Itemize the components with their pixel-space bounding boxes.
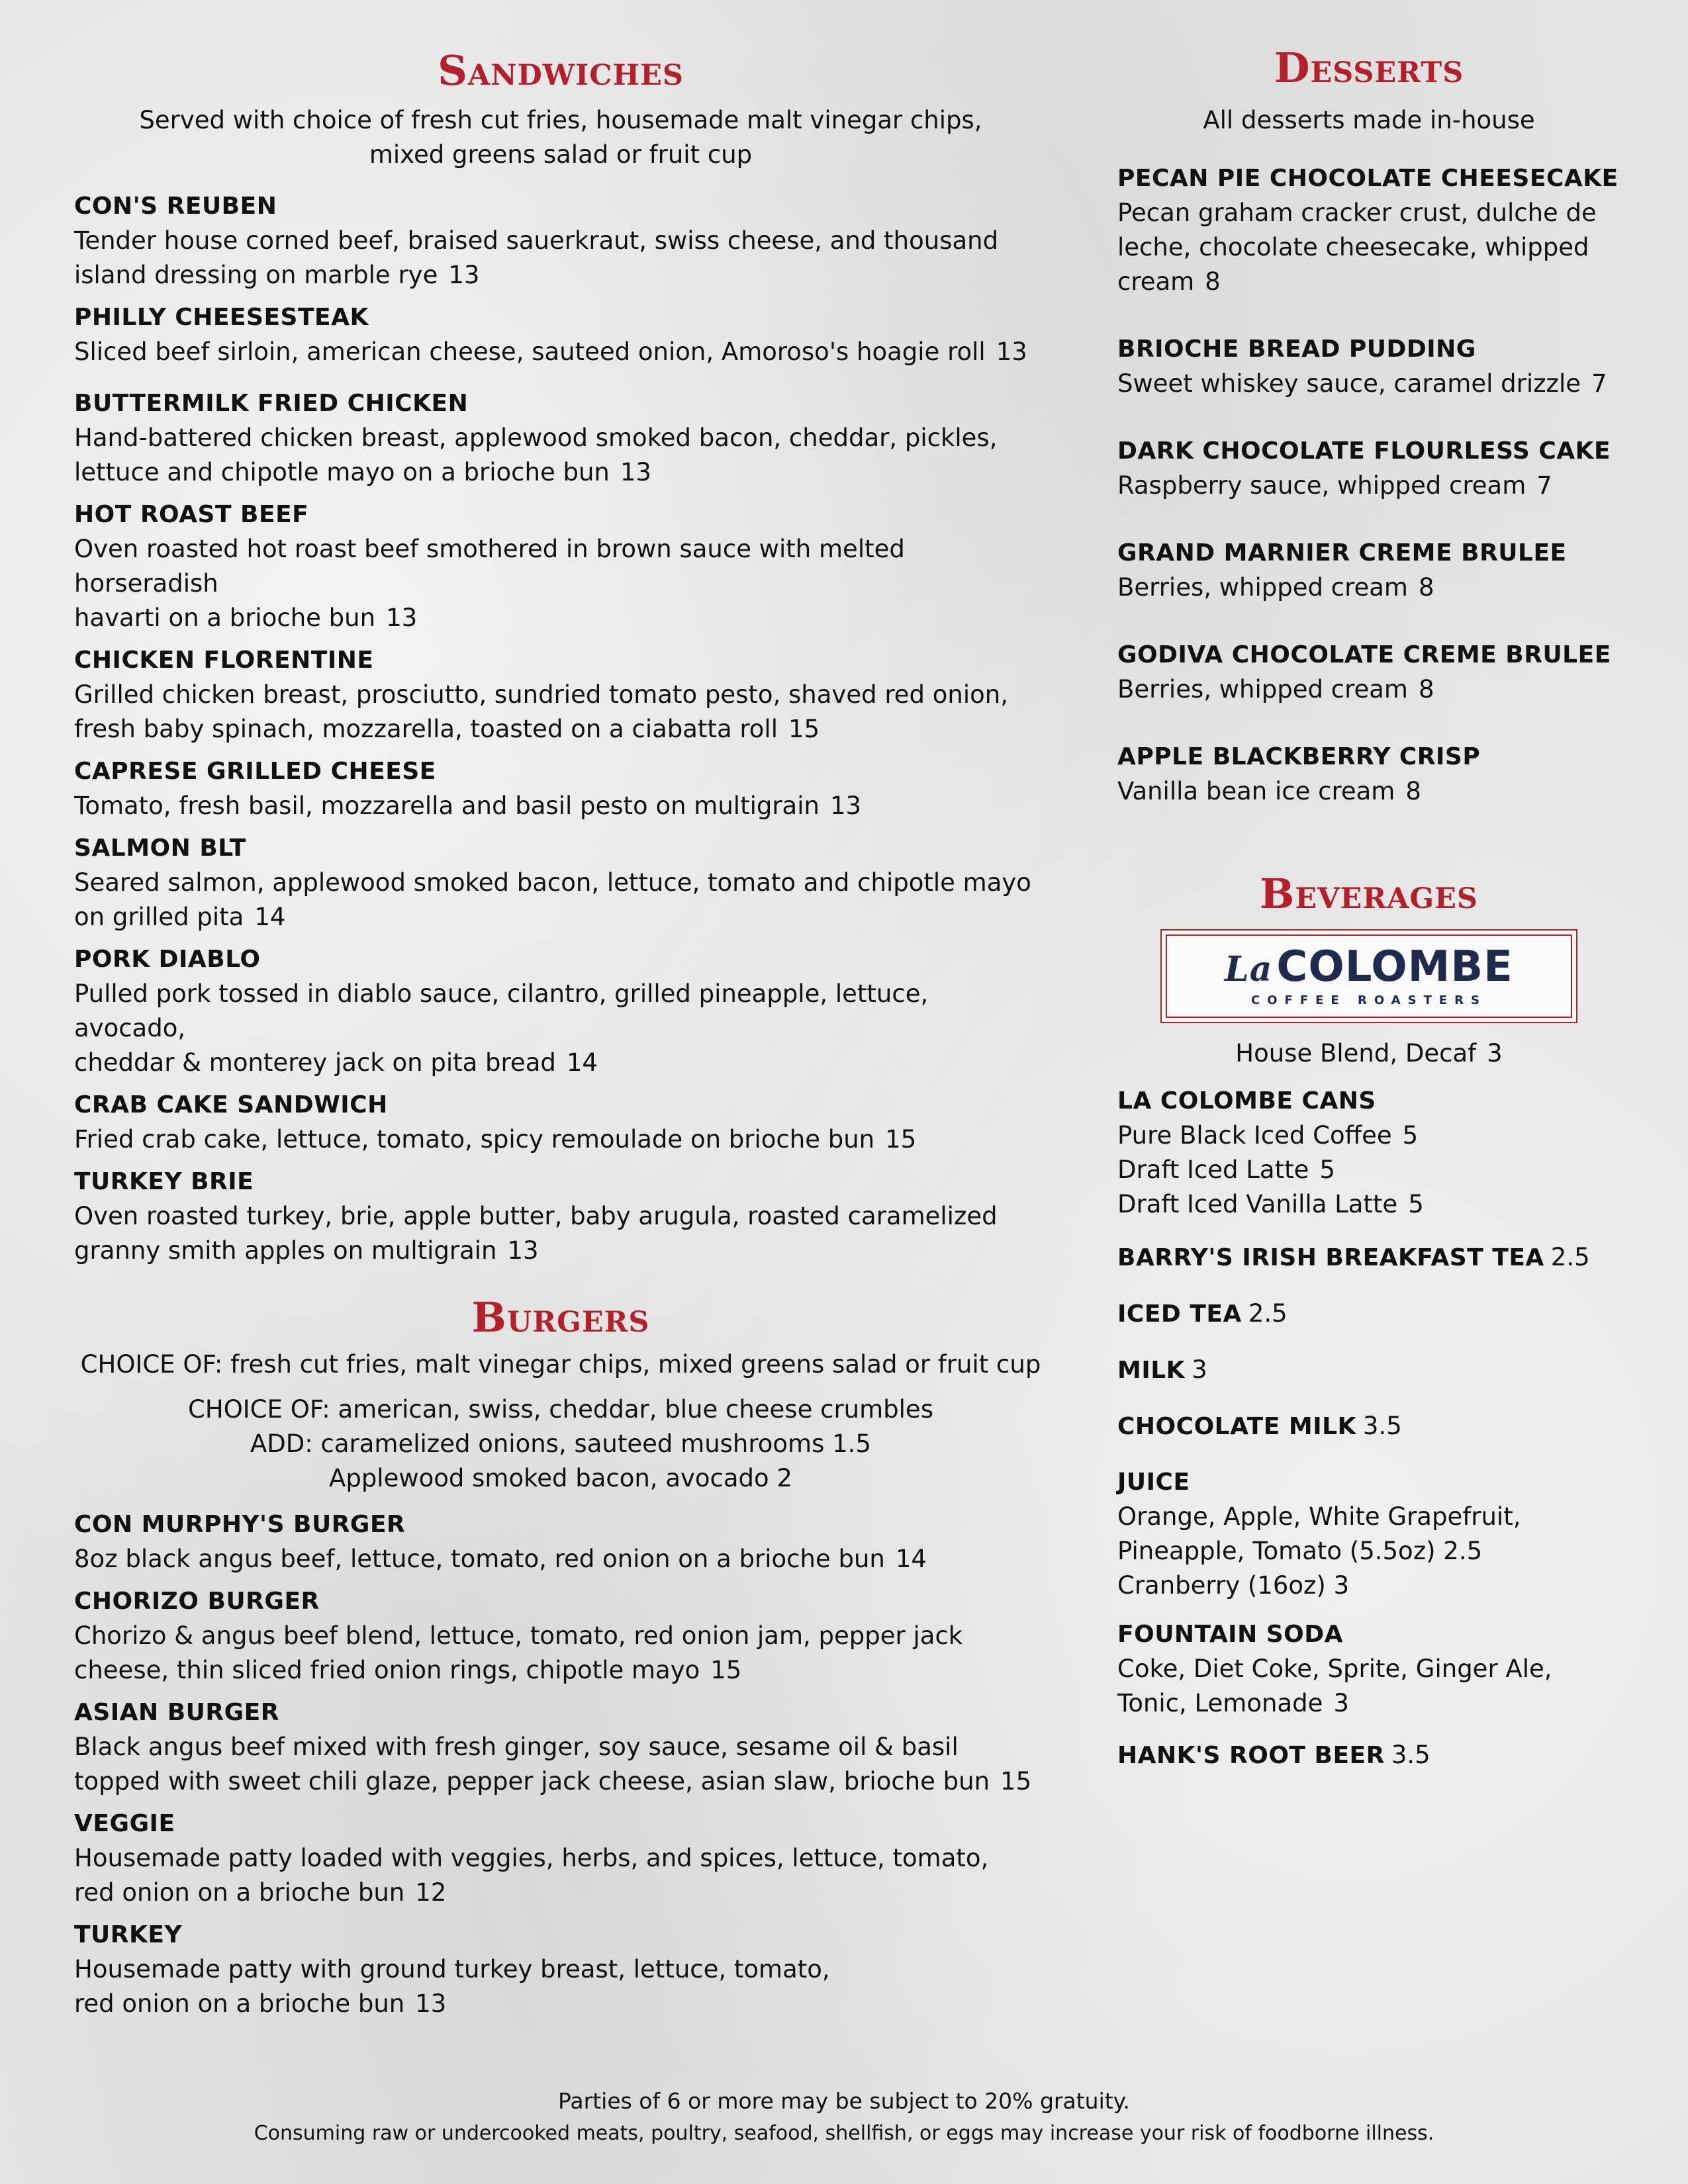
burgers-add-1: ADD: caramelized onions, sauteed mushrooms 1.5 bbox=[250, 1430, 871, 1458]
can-item: Pure Black Iced Coffee 5 bbox=[1117, 1121, 1419, 1150]
item-name: SALMON BLT bbox=[74, 835, 246, 862]
menu-item bbox=[74, 942, 1047, 1080]
item-price: 15 bbox=[788, 715, 820, 743]
item-desc-line1: Sliced beef sirloin, american cheese, sauteed onion, Amoroso's hoagie roll bbox=[74, 338, 986, 366]
item-desc-line2: island dressing on marble rye bbox=[74, 261, 438, 289]
item-name: BUTTERMILK FRIED CHICKEN bbox=[74, 390, 469, 417]
logo-sub: COFFEE ROASTERS bbox=[1251, 993, 1487, 1007]
footer bbox=[0, 2085, 1688, 2150]
soda-line1: Coke, Diet Coke, Sprite, Ginger Ale, bbox=[1117, 1655, 1552, 1683]
item-desc-line2: granny smith apples on multigrain bbox=[74, 1236, 497, 1265]
item-desc-line1: Berries, whipped cream bbox=[1117, 675, 1408, 704]
item-desc-line1: Housemade patty with ground turkey breast, lettuce, tomato, bbox=[74, 1955, 830, 1983]
item-desc-line1: Tomato, fresh basil, mozzarella and basil pesto on multigrain bbox=[74, 792, 820, 820]
item-desc-line1: Oven roasted hot roast beef smothered in brown sauce with melted horseradish bbox=[74, 535, 905, 598]
item-name: CHORIZO BURGER bbox=[74, 1588, 320, 1615]
menu-item bbox=[1117, 536, 1620, 605]
item-price: 13 bbox=[996, 338, 1027, 366]
item-name: LA COLOMBE CANS bbox=[1117, 1087, 1376, 1115]
item-desc-line1: Hand-battered chicken breast, applewood smoked bacon, cheddar, pickles, bbox=[74, 424, 998, 452]
item-desc-line1: Tender house corned beef, braised sauerkraut, swiss cheese, and thousand bbox=[74, 226, 999, 255]
item-desc-line2: leche, chocolate cheesecake, whipped bbox=[1117, 233, 1589, 261]
menu-item bbox=[1117, 638, 1620, 707]
juice-line3: Cranberry (16oz) 3 bbox=[1117, 1571, 1350, 1600]
burgers-choice-cheese: CHOICE OF: american, swiss, cheddar, blue cheese crumbles bbox=[188, 1395, 933, 1424]
item-desc-line2: fresh baby spinach, mozzarella, toasted on a ciabatta roll bbox=[74, 715, 778, 743]
logo-name: COLOMBE bbox=[1276, 942, 1513, 991]
menu-item bbox=[1117, 740, 1620, 809]
iced-tea-item: ICED TEA 2.5 bbox=[1117, 1299, 1288, 1328]
item-price: 13 bbox=[386, 604, 418, 632]
item-price: 14 bbox=[566, 1048, 598, 1077]
item-desc-line1: Vanilla bean ice cream bbox=[1117, 777, 1395, 805]
soda-line2: Tonic, Lemonade bbox=[1117, 1689, 1323, 1717]
item-desc-line2: red onion on a brioche bun bbox=[74, 1878, 405, 1907]
item-desc-line3: cream bbox=[1117, 267, 1195, 296]
burgers-title: Burgers bbox=[471, 1293, 650, 1342]
left-column bbox=[74, 0, 1047, 2021]
menu-item bbox=[74, 1918, 1047, 2021]
sandwich-list bbox=[74, 189, 1047, 1268]
soda-item bbox=[1117, 1617, 1620, 1721]
item-name: DARK CHOCOLATE FLOURLESS CAKE bbox=[1117, 437, 1611, 465]
burgers-choice-sides: CHOICE OF: fresh cut fries, malt vinegar chips, mixed greens salad or fruit cup bbox=[80, 1350, 1041, 1379]
la-colombe-cans bbox=[1117, 1084, 1620, 1222]
item-desc-line1: Seared salmon, applewood smoked bacon, lettuce, tomato and chipotle mayo bbox=[74, 868, 1031, 897]
item-name: JUICE bbox=[1117, 1469, 1190, 1496]
menu-item bbox=[74, 1584, 1047, 1688]
item-desc-line2: topped with sweet chili glaze, pepper jack cheese, asian slaw, brioche bun bbox=[74, 1767, 990, 1796]
item-price: 8 bbox=[1205, 267, 1221, 296]
item-name: CHICKEN FLORENTINE bbox=[74, 647, 374, 674]
item-desc-line1: Sweet whiskey sauce, caramel drizzle bbox=[1117, 369, 1581, 398]
item-name: VEGGIE bbox=[74, 1810, 175, 1837]
item-price: 14 bbox=[254, 903, 286, 931]
item-price: 13 bbox=[448, 261, 480, 289]
juice-line1: Orange, Apple, White Grapefruit, bbox=[1117, 1502, 1521, 1531]
item-price: 8 bbox=[1405, 777, 1421, 805]
menu-item bbox=[1117, 161, 1620, 299]
menu-item bbox=[74, 387, 1047, 490]
item-name: TURKEY BRIE bbox=[74, 1168, 254, 1195]
gratuity-note: Parties of 6 or more may be subject to 20% gratuity. bbox=[558, 2088, 1130, 2114]
item-name: BRIOCHE BREAD PUDDING bbox=[1117, 336, 1476, 363]
item-name: CON MURPHY'S BURGER bbox=[74, 1511, 406, 1538]
menu-item bbox=[74, 831, 1047, 934]
menu-item bbox=[1117, 332, 1620, 401]
sandwiches-title: Sandwiches bbox=[438, 46, 684, 95]
burger-list bbox=[74, 1508, 1047, 2021]
item-name: CAPRESE GRILLED CHEESE bbox=[74, 758, 436, 785]
item-name: ASIAN BURGER bbox=[74, 1699, 279, 1726]
desserts-title: Desserts bbox=[1274, 44, 1464, 92]
menu-item bbox=[74, 1088, 1047, 1157]
item-price: 7 bbox=[1591, 369, 1607, 398]
item-name: FOUNTAIN SODA bbox=[1117, 1621, 1344, 1648]
item-name: GRAND MARNIER CREME BRULEE bbox=[1117, 539, 1567, 567]
item-desc-line1: 8oz black angus beef, lettuce, tomato, red onion on a brioche bun bbox=[74, 1545, 885, 1573]
logo-la: La bbox=[1225, 948, 1273, 989]
item-price: 13 bbox=[620, 458, 651, 486]
can-item: Draft Iced Latte 5 bbox=[1117, 1156, 1335, 1184]
milk-item: MILK 3 bbox=[1117, 1355, 1207, 1384]
item-price: 15 bbox=[710, 1656, 742, 1684]
item-desc-line1: Black angus beef mixed with fresh ginger, soy sauce, sesame oil & basil bbox=[74, 1733, 959, 1761]
item-desc-line2: cheddar & monterey jack on pita bread bbox=[74, 1048, 556, 1077]
can-item: Draft Iced Vanilla Latte 5 bbox=[1117, 1190, 1424, 1218]
item-name: CRAB CAKE SANDWICH bbox=[74, 1091, 388, 1118]
juice-line2: Pineapple, Tomato (5.5oz) 2.5 bbox=[1117, 1537, 1483, 1565]
menu-item bbox=[74, 643, 1047, 747]
item-desc-line1: Housemade patty loaded with veggies, herbs, and spices, lettuce, tomato, bbox=[74, 1844, 989, 1872]
item-desc-line1: Grilled chicken breast, prosciutto, sundried tomato pesto, shaved red onion, bbox=[74, 680, 1008, 709]
item-name: PORK DIABLO bbox=[74, 946, 261, 973]
menu-item bbox=[74, 189, 1047, 293]
item-price: 15 bbox=[1000, 1767, 1032, 1796]
item-desc-line2: on grilled pita bbox=[74, 903, 244, 931]
menu-item bbox=[74, 1508, 1047, 1576]
menu-item bbox=[74, 1807, 1047, 1910]
item-desc-line1: Pulled pork tossed in diablo sauce, cilantro, grilled pineapple, lettuce, avocado, bbox=[74, 979, 929, 1042]
burgers-add-2: Applewood smoked bacon, avocado 2 bbox=[329, 1464, 792, 1492]
root-beer-item: HANK'S ROOT BEER 3.5 bbox=[1117, 1741, 1430, 1769]
item-name: PECAN PIE CHOCOLATE CHEESECAKE bbox=[1117, 165, 1618, 192]
item-desc-line1: Oven roasted turkey, brie, apple butter, baby arugula, roasted caramelized bbox=[74, 1202, 998, 1230]
item-price: 12 bbox=[415, 1878, 447, 1907]
item-price: 13 bbox=[829, 792, 862, 820]
desserts-subtitle: All desserts made in-house bbox=[1203, 106, 1535, 134]
item-price: 8 bbox=[1418, 675, 1434, 704]
item-name: APPLE BLACKBERRY CRISP bbox=[1117, 743, 1481, 770]
item-desc-line1: Fried crab cake, lettuce, tomato, spicy remoulade on brioche bun bbox=[74, 1125, 875, 1154]
item-desc-line2: havarti on a brioche bun bbox=[74, 604, 376, 632]
dessert-list bbox=[1117, 161, 1620, 809]
item-name: CON'S REUBEN bbox=[74, 193, 277, 220]
item-price: 13 bbox=[507, 1236, 539, 1265]
menu-item bbox=[74, 1165, 1047, 1268]
beverages-title: Beverages bbox=[1260, 870, 1478, 918]
foodborne-warning: Consuming raw or undercooked meats, poultry, seafood, shellfish, or eggs may increase your risk of foodborne illness. bbox=[254, 2122, 1434, 2145]
item-price: 7 bbox=[1536, 471, 1552, 500]
tea-item: BARRY'S IRISH BREAKFAST TEA 2.5 bbox=[1117, 1243, 1590, 1271]
menu-item bbox=[74, 300, 1047, 369]
item-price: 13 bbox=[415, 1989, 447, 2018]
juice-item bbox=[1117, 1465, 1620, 1603]
menu-item bbox=[74, 754, 1047, 823]
item-name: PHILLY CHEESESTEAK bbox=[74, 304, 369, 331]
chocolate-milk-item: CHOCOLATE MILK 3.5 bbox=[1117, 1412, 1402, 1440]
item-price: 3 bbox=[1333, 1689, 1349, 1717]
item-desc-line2: cheese, thin sliced fried onion rings, chipotle mayo bbox=[74, 1656, 700, 1684]
item-desc-line1: Raspberry sauce, whipped cream bbox=[1117, 471, 1526, 500]
sandwiches-subtitle-1: Served with choice of fresh cut fries, housemade malt vinegar chips, bbox=[139, 106, 982, 134]
right-column bbox=[1117, 0, 1620, 1773]
item-desc-line2: red onion on a brioche bun bbox=[74, 1989, 405, 2018]
sandwiches-subtitle-2: mixed greens salad or fruit cup bbox=[369, 140, 753, 169]
item-price: 15 bbox=[885, 1125, 917, 1154]
item-price: 14 bbox=[895, 1545, 927, 1573]
menu-item bbox=[74, 498, 1047, 635]
la-colombe-logo bbox=[1160, 929, 1577, 1023]
item-desc-line1: Pecan graham cracker crust, dulche de bbox=[1117, 199, 1597, 227]
item-desc-line1: Berries, whipped cream bbox=[1117, 573, 1408, 602]
item-name: HOT ROAST BEEF bbox=[74, 501, 309, 528]
item-desc-line2: lettuce and chipotle mayo on a brioche bun bbox=[74, 458, 610, 486]
item-price: 8 bbox=[1418, 573, 1434, 602]
menu-item bbox=[74, 1696, 1047, 1799]
item-name: GODIVA CHOCOLATE CREME BRULEE bbox=[1117, 641, 1611, 668]
item-name: TURKEY bbox=[74, 1921, 183, 1948]
house-blend: House Blend, Decaf 3 bbox=[1235, 1039, 1503, 1068]
item-desc-line1: Chorizo & angus beef blend, lettuce, tomato, red onion jam, pepper jack bbox=[74, 1621, 963, 1650]
menu-item bbox=[1117, 434, 1620, 503]
